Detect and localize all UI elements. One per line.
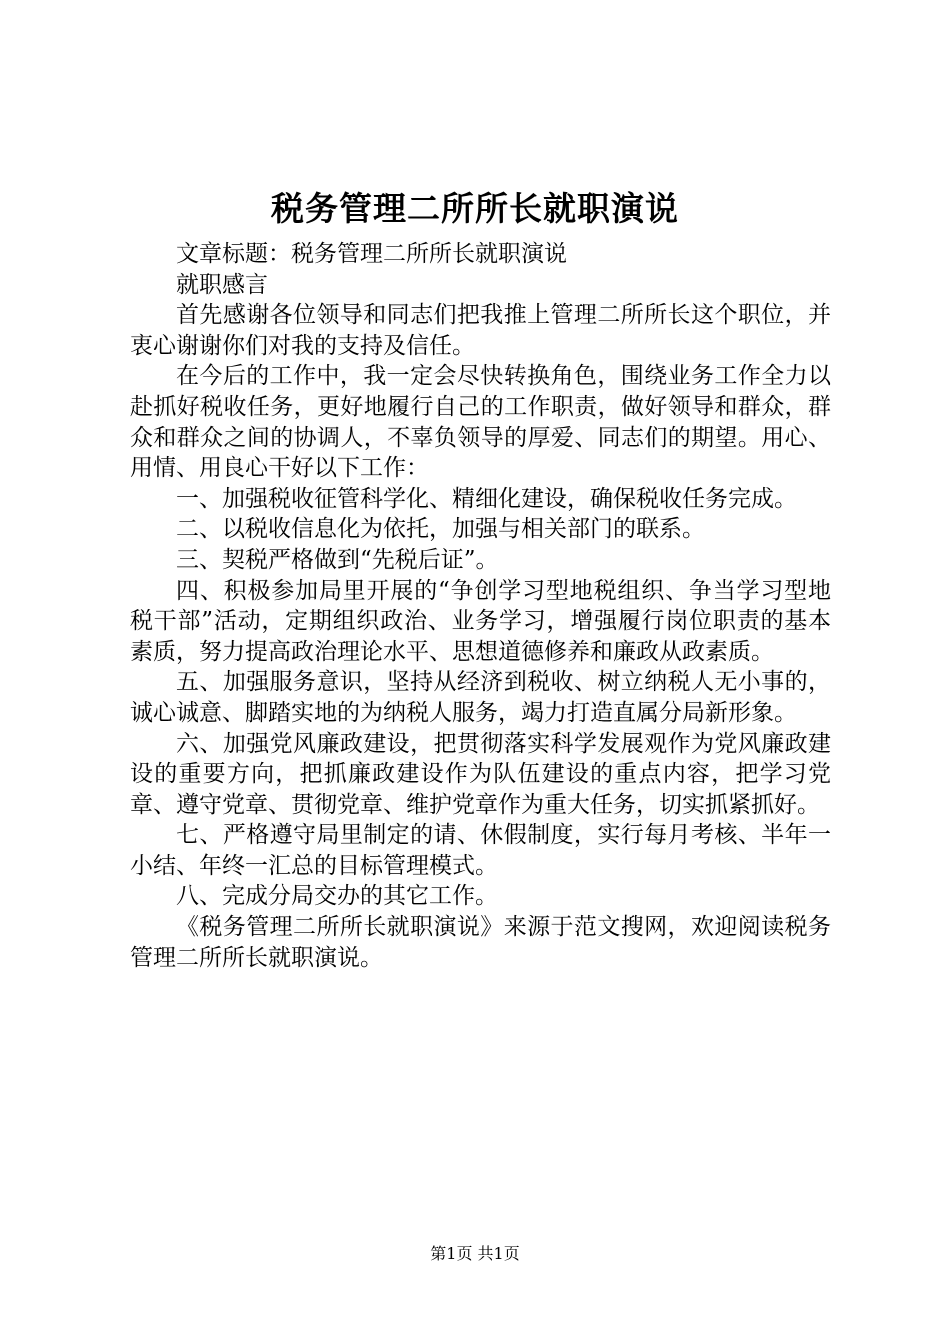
paragraph: 在今后的工作中，我一定会尽快转换角色，围绕业务工作全力以赴抓好税收任务，更好地履行自己的工作职责，做好领导和群众，群众和群众之间的协调人，不辜负领导的厚爱、同志们的期望。用心、用情、用良心干好以下工作： <box>130 363 831 482</box>
document-body <box>130 239 831 973</box>
paragraph-article-title: 文章标题：税务管理二所所长就职演说 <box>176 241 567 267</box>
paragraph-item-7: 七、严格遵守局里制定的请、休假制度，实行每月考核、半年一小结、年终一汇总的目标管理模式。 <box>130 822 831 879</box>
paragraph-item-2: 二、以税收信息化为依托，加强与相关部门的联系。 <box>176 516 705 543</box>
document-title: 税务管理二所所长就职演说 <box>271 189 679 228</box>
paragraph-item-6: 六、加强党风廉政建设，把贯彻落实科学发展观作为党风廉政建设的重要方向，把抓廉政建设作为队伍建设的重点内容，把学习党章、遵守党章、贯彻党章、维护党章作为重大任务，切实抓紧抓好。 <box>130 730 831 818</box>
paragraph: 首先感谢各位领导和同志们把我推上管理二所所长这个职位，并衷心谢谢你们对我的支持及信任。 <box>130 302 831 359</box>
paragraph-item-5: 五、加强服务意识，坚持从经济到税收、树立纳税人无小事的，诚心诚意、脚踏实地的为纳税人服务，竭力打造直属分局新形象。 <box>130 669 831 726</box>
paragraph-item-4: 四、积极参加局里开展的“争创学习型地税组织、争当学习型地税干部”活动，定期组织政治、业务学习，增强履行岗位职责的基本素质，努力提高政治理论水平、思想道德修养和廉政从政素质。 <box>130 577 831 665</box>
paragraph-source: 《税务管理二所所长就职演说》来源于范文搜网，欢迎阅读税务管理二所所长就职演说。 <box>130 914 831 971</box>
page-footer: 第1页 共1页 <box>430 1244 520 1263</box>
paragraph-heading: 就职感言 <box>176 271 268 298</box>
paragraph-item-3: 三、契税严格做到“先税后证”。 <box>176 546 499 573</box>
paragraph-item-1: 一、加强税收征管科学化、精细化建设，确保税收任务完成。 <box>176 485 797 512</box>
paragraph-item-8: 八、完成分局交办的其它工作。 <box>176 883 498 910</box>
